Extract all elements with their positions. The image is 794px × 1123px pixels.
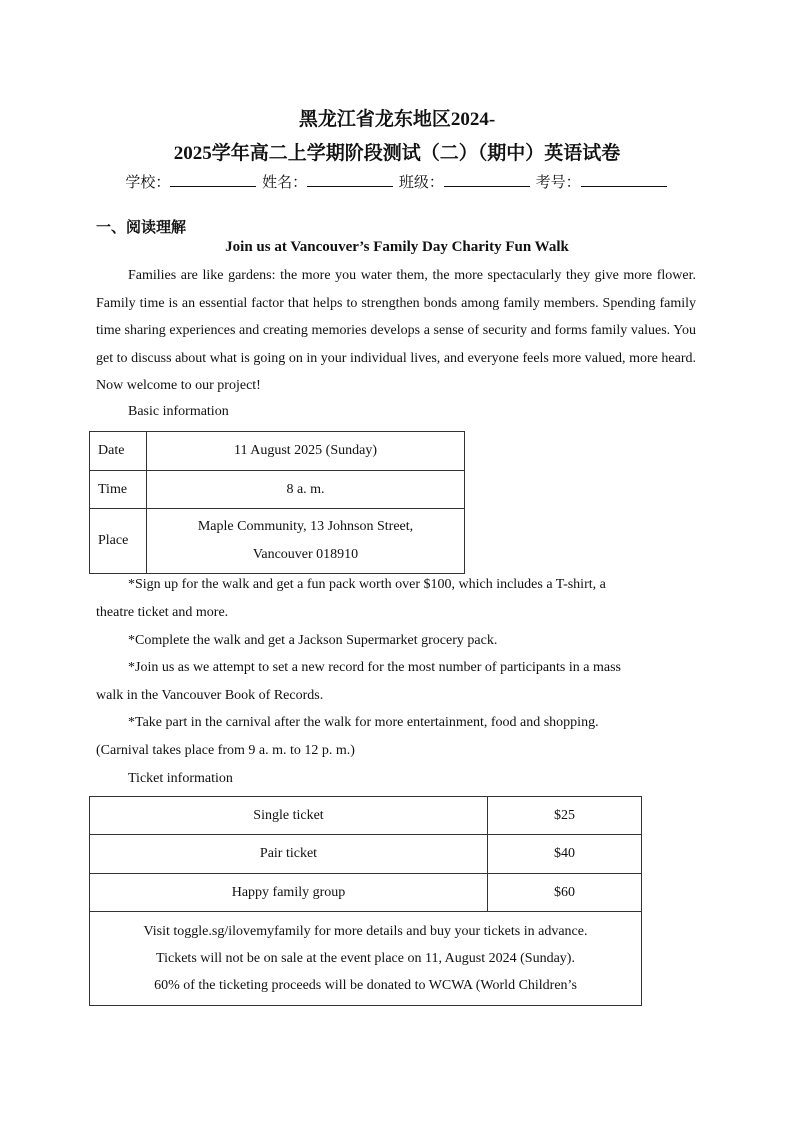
basic-info-table <box>89 431 465 574</box>
bullet-carnival: *Take part in the carnival after the walk for more entertainment, food and shopping. <box>128 715 599 730</box>
ticket-name: Happy family group <box>90 874 488 912</box>
ticket-price: $60 <box>488 874 642 912</box>
table-row <box>90 509 465 574</box>
name-blank <box>307 172 393 187</box>
place-value-line2: Vancouver 018910 <box>252 547 359 562</box>
ticket-name: Single ticket <box>90 797 488 835</box>
ticket-table <box>89 796 642 1006</box>
ticket-price: $25 <box>488 797 642 835</box>
ticket-notes <box>90 912 642 1006</box>
passage-title: Join us at Vancouver’s Family Day Charity Fun Walk <box>225 239 569 255</box>
table-row <box>90 471 465 509</box>
bullet-fun-pack: *Sign up for the walk and get a fun pack worth over $100, which includes a T-shirt, a <box>128 577 606 592</box>
bullet-fun-pack-cont: theatre ticket and more. <box>96 605 229 620</box>
exam-title-line1: 黑龙江省龙东地区2024- <box>298 109 496 130</box>
place-value-line1: Maple Community, 13 Johnson Street, <box>197 519 414 534</box>
place-value <box>147 509 465 574</box>
time-key: Time <box>90 471 147 509</box>
school-blank <box>170 172 256 187</box>
school-label: 学校： <box>125 175 171 191</box>
student-info-line <box>0 171 794 192</box>
name-label: 姓名： <box>262 175 308 191</box>
ticket-info-label: Ticket information <box>128 771 233 786</box>
table-row <box>90 835 642 874</box>
date-value: 11 August 2025 (Sunday) <box>147 432 465 471</box>
class-blank <box>444 172 530 187</box>
ticket-note-no-sale: Tickets will not be on sale at the event place on 11, August 2024 (Sunday). <box>156 951 575 966</box>
date-key: Date <box>90 432 147 471</box>
basic-info-label: Basic information <box>128 404 229 419</box>
table-row <box>90 432 465 471</box>
place-key: Place <box>90 509 147 574</box>
exam-title-line2: 2025学年高二上学期阶段测试（二）（期中）英语试卷 <box>173 143 621 164</box>
class-label: 班级： <box>398 175 444 191</box>
time-value: 8 a. m. <box>147 471 465 509</box>
exam-number-blank <box>581 172 667 187</box>
bullet-record-cont: walk in the Vancouver Book of Records. <box>96 688 324 703</box>
intro-paragraph <box>96 262 696 400</box>
bullet-carnival-cont: (Carnival takes place from 9 a. m. to 12 p. m.) <box>96 743 355 758</box>
ticket-note-donation: 60% of the ticketing proceeds will be donated to WCWA (World Children’s <box>154 978 577 993</box>
section-heading: 一、阅读理解 <box>96 220 187 236</box>
intro-paragraph-text: Families are like gardens: the more you water them, the more spectacularly they give more flower. Family time is an essential factor that helps to strengthen bonds among family members. Spending family time sharing experiences and creating memories develops a sense of security and forms family values. You get to discuss about what is going on in your individual lives, and everyone feels more valued, more heard. Now welcome to our project! <box>96 268 696 394</box>
ticket-note-website: Visit toggle.sg/ilovemyfamily for more details and buy your tickets in advance. <box>143 924 588 939</box>
bullet-record: *Join us as we attempt to set a new record for the most number of participants in a mass <box>128 660 621 675</box>
table-row <box>90 912 642 1006</box>
table-row <box>90 797 642 835</box>
table-row <box>90 874 642 912</box>
ticket-price: $40 <box>488 835 642 874</box>
exam-number-label: 考号： <box>535 175 581 191</box>
ticket-name: Pair ticket <box>90 835 488 874</box>
bullet-grocery-pack: *Complete the walk and get a Jackson Supermarket grocery pack. <box>128 633 498 648</box>
